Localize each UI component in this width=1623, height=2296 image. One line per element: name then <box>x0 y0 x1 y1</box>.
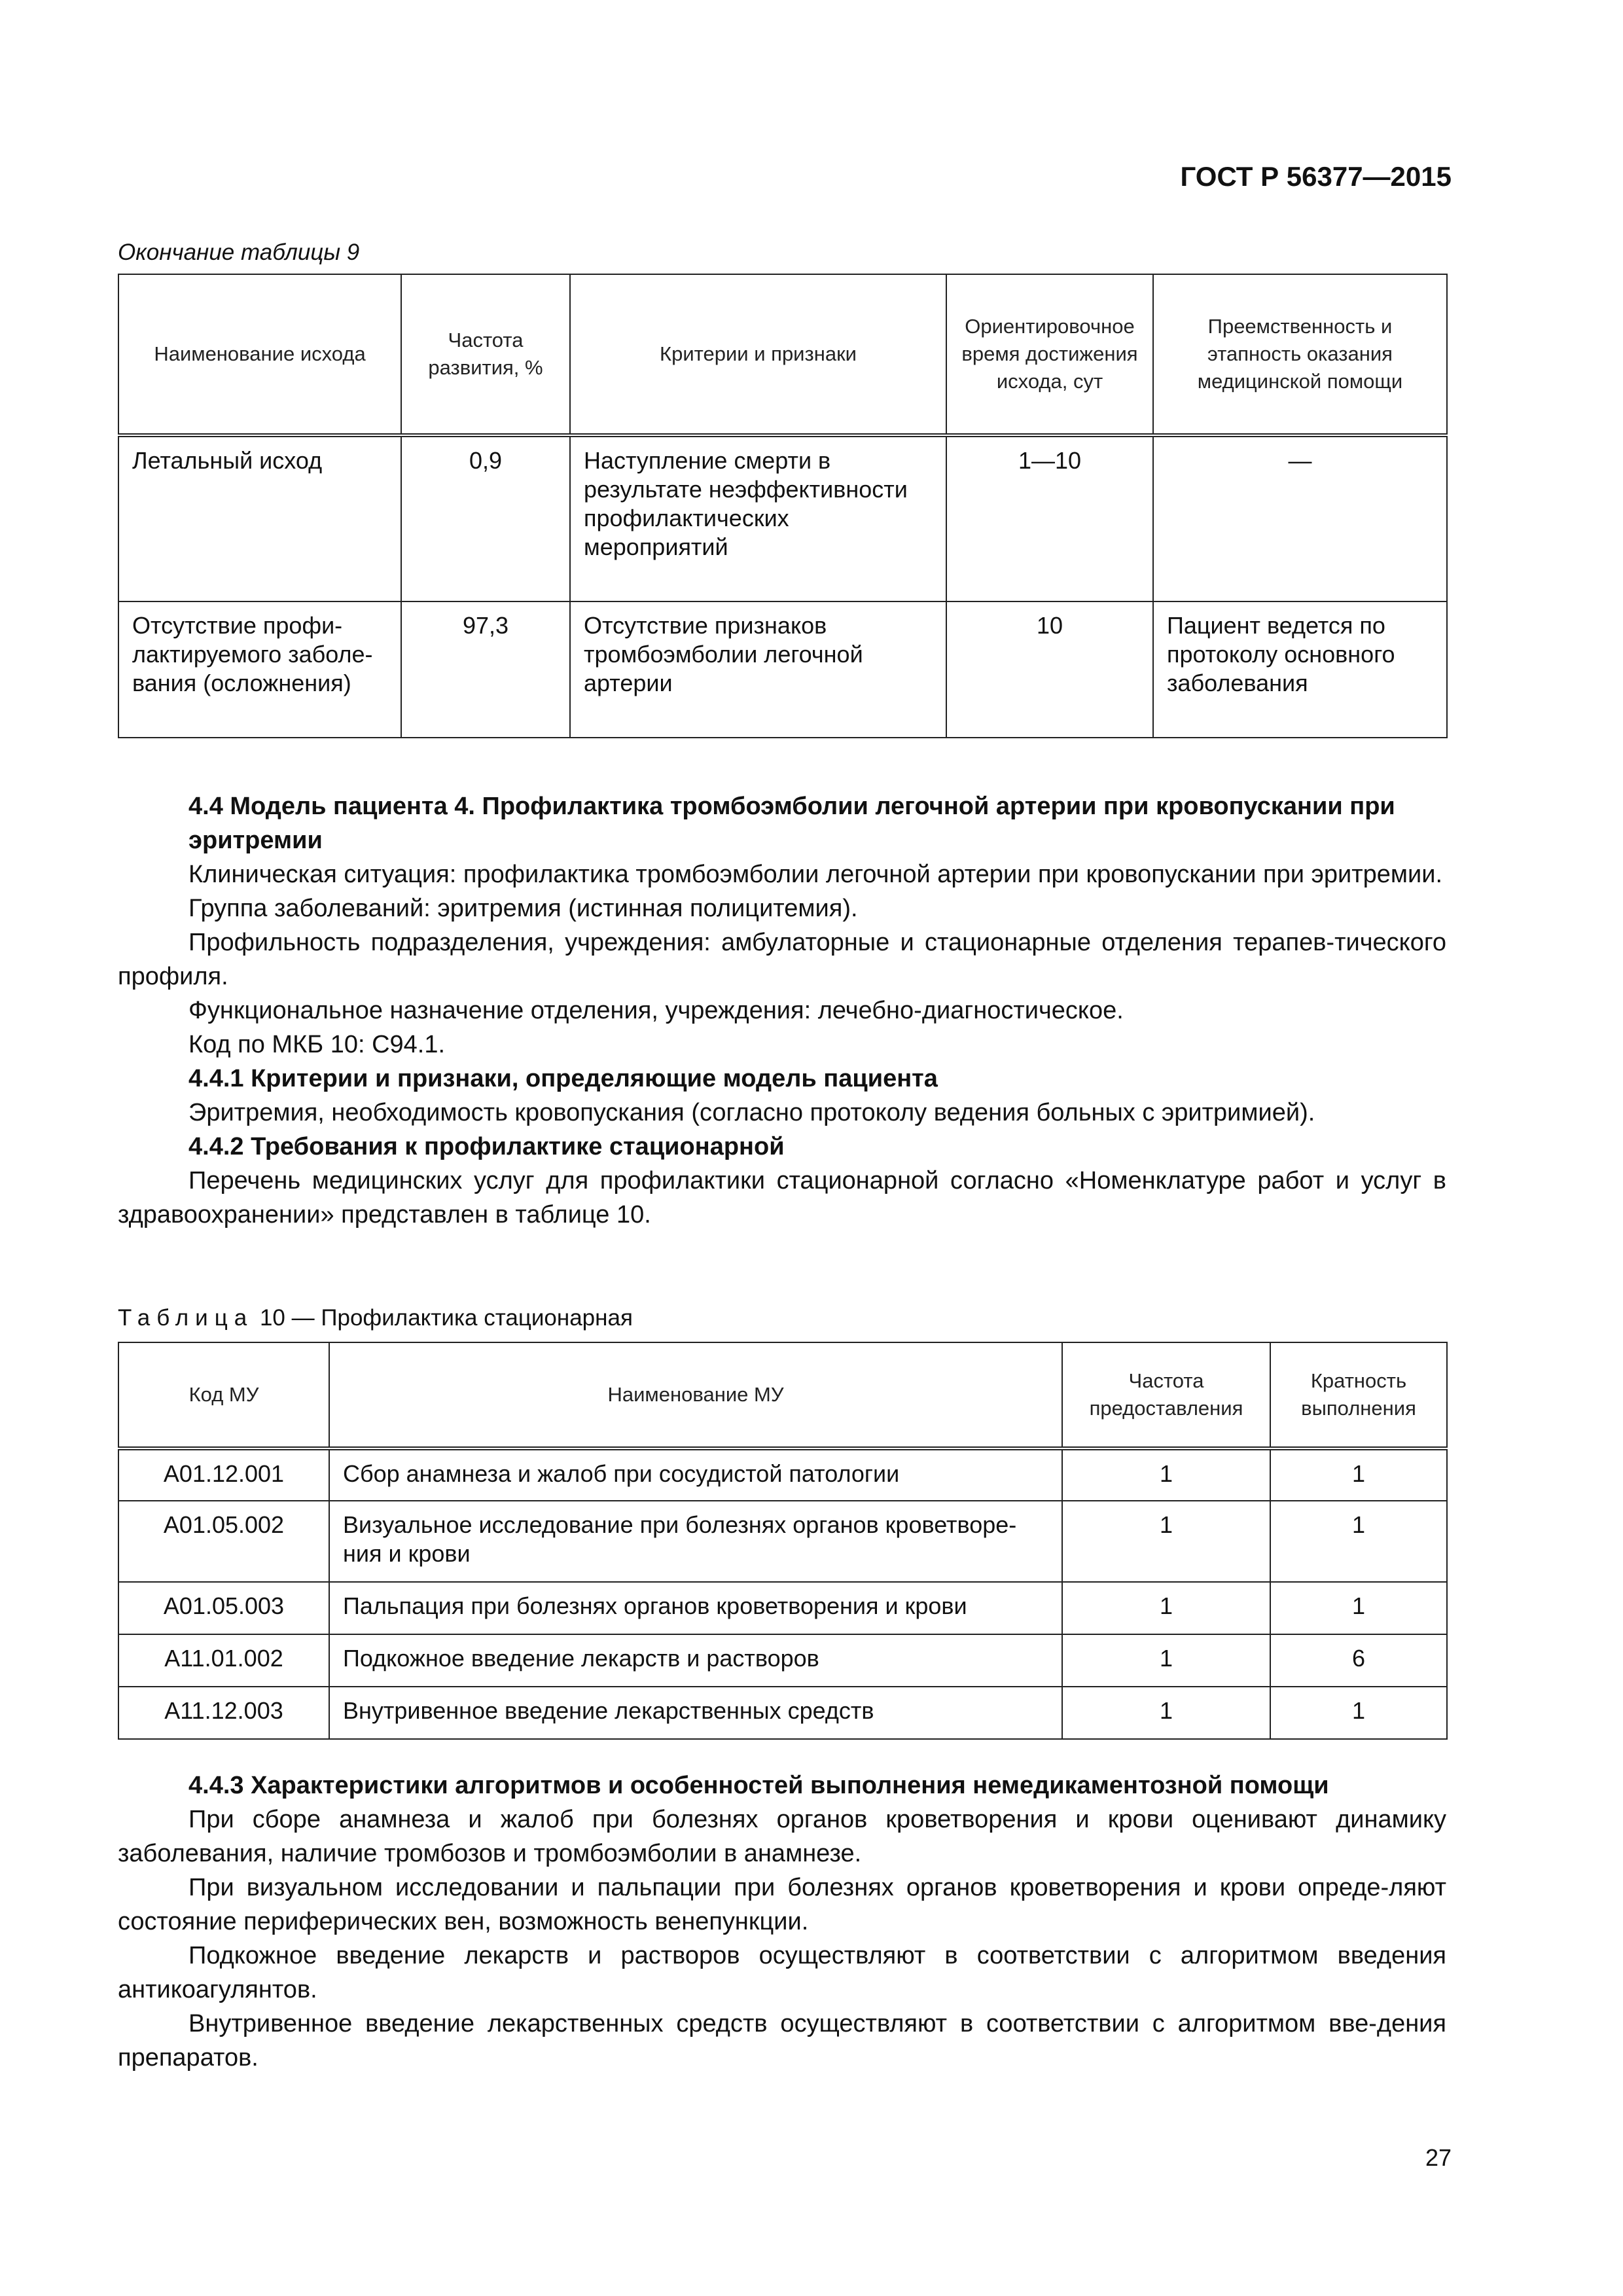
table-cell: А11.01.002 <box>118 1634 329 1687</box>
table-cell: 1 <box>1062 1501 1270 1582</box>
table-label: Таблица <box>118 1305 254 1331</box>
table-header-row <box>118 274 1447 435</box>
section-4-4-3 <box>118 1768 1446 2075</box>
table-cell: А01.05.003 <box>118 1582 329 1634</box>
table-cell: 10 <box>946 601 1153 738</box>
column-header: Наименование исхода <box>118 274 401 435</box>
services-table <box>118 1342 1448 1740</box>
table-row <box>118 601 1447 738</box>
table-row <box>118 1582 1447 1634</box>
table-cell: 1 <box>1270 1501 1447 1582</box>
table-cell: Отсутствие признаков тромбоэмболии легочной артерии <box>570 601 946 738</box>
table-cell: Отсутствие профи-лактируемого заболе-вания (осложнения) <box>118 601 401 738</box>
column-header: Частота развития, % <box>401 274 570 435</box>
table-cell: А01.12.001 <box>118 1448 329 1501</box>
table10-caption <box>118 1305 633 1331</box>
table-cell: 6 <box>1270 1634 1447 1687</box>
paragraph: Группа заболеваний: эритремия (истинная полицитемия). <box>188 895 858 922</box>
table-title: 10 — Профилактика стационарная <box>259 1305 633 1331</box>
paragraph: Внутривенное введение лекарственных средств осуществляют в соответствии с алгоритмом вве-дения препаратов. <box>118 2010 1446 2072</box>
column-header: Код МУ <box>118 1342 329 1448</box>
standard-code: ГОСТ Р 56377—2015 <box>1180 161 1452 192</box>
paragraph: При визуальном исследовании и пальпации при болезнях органов кроветворения и крови опреде-ляют состояние периферических вен, возможность венепункции. <box>118 1874 1446 1935</box>
table-cell: Визуальное исследование при болезнях органов кроветворе-ния и крови <box>329 1501 1062 1582</box>
section-heading: 4.4 Модель пациента 4. Профилактика тромбоэмболии легочной артерии при кровопускании при эритремии <box>188 793 1395 854</box>
table-cell: А01.05.002 <box>118 1501 329 1582</box>
table-cell: 1 <box>1062 1448 1270 1501</box>
table-row <box>118 1634 1447 1687</box>
column-header: Критерии и признаки <box>570 274 946 435</box>
section-4-4 <box>118 789 1446 1232</box>
column-header: Преемственность и этапность оказания медицинской помощи <box>1153 274 1447 435</box>
outcomes-table <box>118 274 1448 738</box>
paragraph: Клиническая ситуация: профилактика тромбоэмболии легочной артерии при кровопускании при эритремии. <box>188 861 1443 888</box>
table-cell: Подкожное введение лекарств и растворов <box>329 1634 1062 1687</box>
paragraph: Перечень медицинских услуг для профилактики стационарной согласно «Номенклатуре работ и услуг в здравоохранении» представлен в таблице 10. <box>118 1167 1446 1229</box>
table-cell: 1 <box>1062 1634 1270 1687</box>
paragraph: Эритремия, необходимость кровопускания (согласно протоколу ведения больных с эритримией). <box>188 1099 1315 1126</box>
table-cell: А11.12.003 <box>118 1687 329 1739</box>
table-cell: 1 <box>1270 1687 1447 1739</box>
table-header-row <box>118 1342 1447 1448</box>
column-header: Наименование МУ <box>329 1342 1062 1448</box>
paragraph: При сборе анамнеза и жалоб при болезнях органов кроветворения и крови оценивают динамику заболевания, наличие тромбозов и тромбоэмболии в анамнезе. <box>118 1806 1446 1867</box>
table-cell: Пальпация при болезнях органов кроветворения и крови <box>329 1582 1062 1634</box>
table-row <box>118 435 1447 601</box>
table9-caption: Окончание таблицы 9 <box>118 240 360 265</box>
table-cell: Внутривенное введение лекарственных средств <box>329 1687 1062 1739</box>
table-cell: 1 <box>1062 1687 1270 1739</box>
table-cell: 97,3 <box>401 601 570 738</box>
table-cell: Летальный исход <box>118 435 401 601</box>
table-cell: 1 <box>1270 1448 1447 1501</box>
paragraph: Подкожное введение лекарств и растворов осуществляют в соответствии с алгоритмом введения антикоагулянтов. <box>118 1942 1446 2003</box>
table-cell: 1 <box>1270 1582 1447 1634</box>
table-cell: Сбор анамнеза и жалоб при сосудистой патологии <box>329 1448 1062 1501</box>
table-cell: Пациент ведется по протоколу основного заболевания <box>1153 601 1447 738</box>
paragraph: Функциональное назначение отделения, учреждения: лечебно-диагностическое. <box>188 997 1124 1024</box>
table-cell: 1—10 <box>946 435 1153 601</box>
column-header: Частота предоставления <box>1062 1342 1270 1448</box>
table-row <box>118 1687 1447 1739</box>
column-header: Ориентировочное время достижения исхода, сут <box>946 274 1153 435</box>
subsection-heading: 4.4.3 Характеристики алгоритмов и особенностей выполнения немедикаментозной помощи <box>188 1772 1329 1799</box>
paragraph: Профильность подразделения, учреждения: амбулаторные и стационарные отделения терапев-тического профиля. <box>118 929 1446 990</box>
table-cell: — <box>1153 435 1447 601</box>
table-cell: Наступление смерти в результате неэффективности профилактических мероприятий <box>570 435 946 601</box>
column-header: Кратность выполнения <box>1270 1342 1447 1448</box>
page-number: 27 <box>1425 2144 1452 2171</box>
subsection-heading: 4.4.2 Требования к профилактике стационарной <box>188 1133 785 1160</box>
subsection-heading: 4.4.1 Критерии и признаки, определяющие модель пациента <box>188 1065 938 1092</box>
table-cell: 1 <box>1062 1582 1270 1634</box>
table-row <box>118 1448 1447 1501</box>
table-cell: 0,9 <box>401 435 570 601</box>
paragraph: Код по МКБ 10: С94.1. <box>188 1031 446 1058</box>
table-row <box>118 1501 1447 1582</box>
